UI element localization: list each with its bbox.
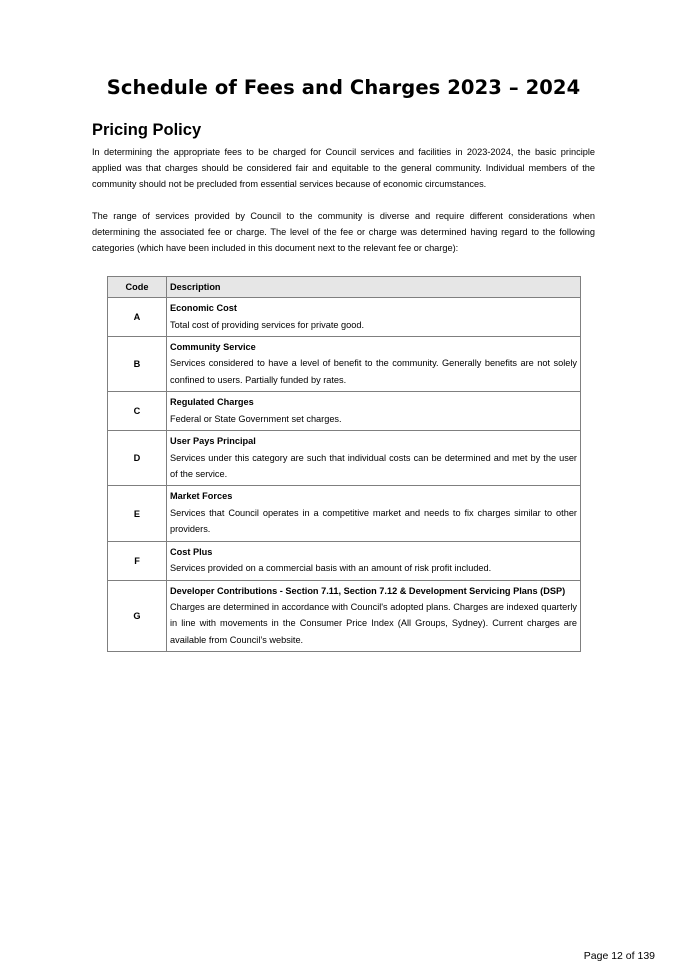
code-cell: B	[108, 337, 167, 392]
category-description: Services under this category are such that individual costs can be determined and met by the user of the service.	[170, 452, 577, 480]
category-description: Total cost of providing services for private good.	[170, 319, 365, 330]
category-title: Economic Cost	[170, 303, 237, 314]
category-title: Market Forces	[170, 491, 233, 502]
code-cell: G	[108, 580, 167, 652]
categories-paragraph: The range of services provided by Council to the community is diverse and require different considerations when determining the associated fee or charge. The level of the fee or charge was determined having regard to the following categories (which have been included in this document next to the relevant fee or charge):	[92, 211, 595, 254]
page-number: Page 12 of 139	[583, 950, 655, 962]
document-title: Schedule of Fees and Charges 2023 – 2024	[106, 76, 581, 99]
description-cell	[167, 541, 581, 580]
table-row	[108, 486, 581, 541]
category-title: Cost Plus	[170, 546, 213, 557]
description-cell	[167, 337, 581, 392]
category-description: Charges are determined in accordance with Council's adopted plans. Charges are indexed quarterly in line with movements in the Consumer Price Index (All Groups, Sydney). Current charges are available from Council’s website.	[170, 602, 577, 645]
description-cell	[167, 486, 581, 541]
code-cell: D	[108, 431, 167, 486]
code-cell: C	[108, 392, 167, 431]
table-row	[108, 392, 581, 431]
table-row	[108, 541, 581, 580]
category-title: Developer Contributions - Section 7.11, Section 7.12 & Development Servicing Plans (DSP)	[170, 585, 566, 596]
code-cell: F	[108, 541, 167, 580]
description-cell	[167, 392, 581, 431]
description-column-header: Description	[167, 277, 581, 298]
table-row	[108, 431, 581, 486]
description-cell	[167, 431, 581, 486]
category-title: Community Service	[170, 342, 256, 352]
code-column-header: Code	[108, 277, 167, 298]
category-description: Services provided on a commercial basis with an amount of risk profit included.	[170, 563, 492, 574]
pricing-codes-table	[107, 276, 581, 652]
section-heading: Pricing Policy	[92, 121, 202, 139]
category-title: Regulated Charges	[170, 397, 254, 408]
table-row	[108, 298, 581, 337]
category-description: Services considered to have a level of benefit to the community. Generally benefits are not solely confined to users. Partially funded by rates.	[170, 358, 577, 385]
category-title: User Pays Principal	[170, 436, 256, 447]
description-cell	[167, 298, 581, 337]
table-row	[108, 580, 581, 652]
code-cell: E	[108, 486, 167, 541]
intro-paragraph: In determining the appropriate fees to be charged for Council services and facilities in 2023-2024, the basic principle applied was that charges should be considered fair and equitable to the general community. Individual members of the community should not be precluded from essential services because of economic circumstances.	[92, 147, 595, 190]
table-header-row	[108, 277, 581, 298]
table-row	[108, 337, 581, 392]
category-description: Federal or State Government set charges.	[170, 413, 342, 424]
category-description: Services that Council operates in a competitive market and needs to fix charges similar to other providers.	[170, 507, 577, 535]
description-cell	[167, 580, 581, 652]
code-cell: A	[108, 298, 167, 337]
